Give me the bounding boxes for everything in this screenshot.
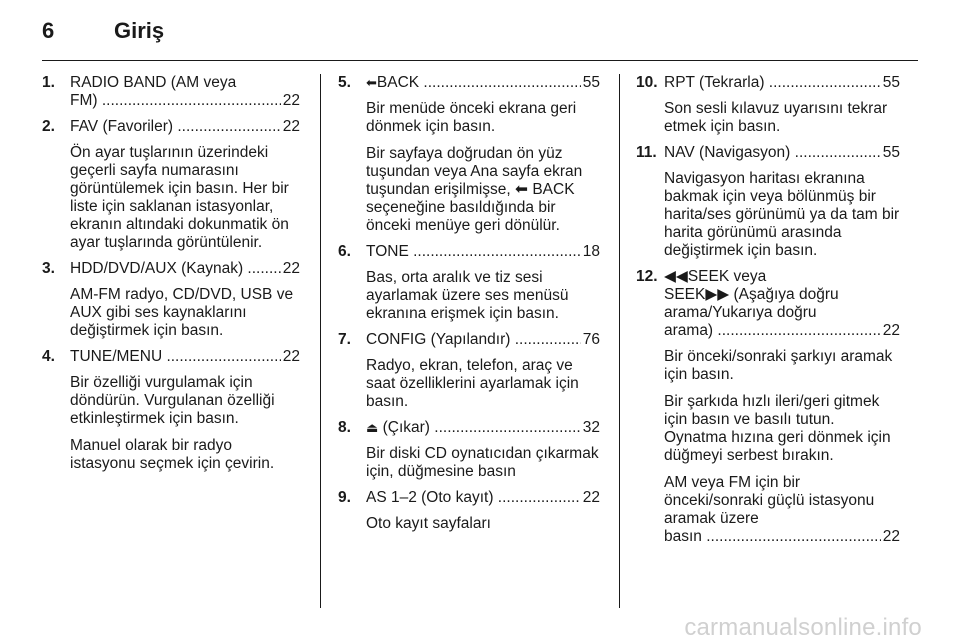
list-item xyxy=(636,144,900,260)
item-description: Bas, orta aralık ve tiz sesi ayarlamak üzere ses menüsü ekranına erişmek için basın. xyxy=(366,269,569,322)
page-title: Giriş xyxy=(114,18,165,43)
item-number: 9. xyxy=(338,489,351,506)
item-description: Bir önceki/sonraki şarkıyı aramak için basın. xyxy=(664,348,893,383)
item-description: Navigasyon haritası ekranına bakmak için veya bölünmüş bir harita/ses görünümü ya da tam bir harita görünümü arasında değiştirmek için basın. xyxy=(664,170,900,259)
item-description: Oto kayıt sayfaları xyxy=(366,515,491,532)
column-divider xyxy=(320,74,321,608)
item-title-line: RADIO BAND (AM veya xyxy=(70,74,237,91)
item-description: Radyo, ekran, telefon, araç ve saat özelliklerini ayarlamak için basın. xyxy=(366,357,579,410)
item-description: Bir sayfaya doğrudan ön yüz tuşundan veya Ana sayfa ekran tuşundan erişilmişse, ⬅ BACK seçeneğine basıldığında bir önceki menüye geri dönülür. xyxy=(366,145,583,234)
item-title-line: arama/Yukarıya doğru xyxy=(664,304,817,321)
item-number: 5. xyxy=(338,74,351,91)
page-number: 6 xyxy=(42,18,55,43)
item-number: 3. xyxy=(42,260,55,277)
entry-label: TONE ..... xyxy=(366,243,581,261)
toc-entry xyxy=(366,419,600,437)
page-header xyxy=(42,14,918,61)
item-number: 12. xyxy=(636,268,658,285)
entry-label: NAV (Navigasyon) ..... xyxy=(664,144,881,162)
list-item xyxy=(42,118,300,252)
toc-entry xyxy=(366,489,600,507)
entry-page: 22 xyxy=(882,322,900,339)
entry-label: CONFIG (Yapılandır) ..... xyxy=(366,331,581,349)
entry-label: AS 1–2 (Oto kayıt) ..... xyxy=(366,489,581,507)
item-number: 6. xyxy=(338,243,351,260)
entry-page: 22 xyxy=(282,348,300,365)
toc-entry xyxy=(70,92,300,110)
toc-entry xyxy=(366,331,600,349)
entry-label: FM) ..... xyxy=(70,92,281,110)
column-3 xyxy=(636,74,900,546)
list-item xyxy=(338,419,600,481)
toc-entry xyxy=(366,243,600,261)
item-number: 4. xyxy=(42,348,55,365)
entry-page: 22 xyxy=(582,489,600,506)
entry-page: 18 xyxy=(582,243,600,260)
toc-entry xyxy=(664,528,900,546)
list-item xyxy=(42,74,300,110)
item-description: AM veya FM için bir önceki/sonraki güçlü istasyonu aramak üzere xyxy=(664,474,875,527)
item-description: Son sesli kılavuz uyarısını tekrar etmek için basın. xyxy=(664,100,888,135)
item-description: Bir şarkıda hızlı ileri/geri gitmek için basın ve basılı tutun. Oynatma hızına geri dönmek için düğmeyi serbest bırakın. xyxy=(664,393,891,464)
watermark-logo: carmanualsonline.info xyxy=(684,614,922,641)
toc-entry xyxy=(664,144,900,162)
column-2 xyxy=(338,74,600,533)
toc-entry xyxy=(70,118,300,136)
list-item xyxy=(42,348,300,473)
list-item xyxy=(338,331,600,411)
entry-page: 76 xyxy=(582,331,600,348)
entry-label: HDD/DVD/AUX (Kaynak) ..... xyxy=(70,260,281,278)
toc-entry xyxy=(664,322,900,340)
entry-page: 55 xyxy=(582,74,600,91)
item-description: AM-FM radyo, CD/DVD, USB ve AUX gibi ses kaynaklarını değiştirmek için basın. xyxy=(70,286,294,339)
list-item xyxy=(338,243,600,323)
item-description: Manuel olarak bir radyo istasyonu seçmek için çevirin. xyxy=(70,437,275,472)
back-arrow-icon: ⬅ xyxy=(366,75,377,90)
entry-label: basın ..... xyxy=(664,528,881,546)
list-item xyxy=(636,74,900,136)
list-item xyxy=(338,74,600,235)
entry-page: 55 xyxy=(882,74,900,91)
entry-page: 55 xyxy=(882,144,900,161)
item-number: 7. xyxy=(338,331,351,348)
item-number: 1. xyxy=(42,74,55,91)
item-description: Bir özelliği vurgulamak için döndürün. Vurgulanan özelliği etkinleştirmek için basın. xyxy=(70,374,275,427)
entry-page: 22 xyxy=(282,92,300,109)
item-number: 10. xyxy=(636,74,658,91)
item-number: 8. xyxy=(338,419,351,436)
list-item xyxy=(636,268,900,546)
item-title-line: SEEK▶▶ (Aşağıya doğru xyxy=(664,286,839,303)
toc-entry xyxy=(70,260,300,278)
toc-entry xyxy=(366,74,600,92)
item-number: 2. xyxy=(42,118,55,135)
entry-page: 32 xyxy=(582,419,600,436)
item-description: Bir diski CD oynatıcıdan çıkarmak için, düğmesine basın xyxy=(366,445,599,480)
entry-page: 22 xyxy=(882,528,900,545)
entry-label: ⬅BACK ..... xyxy=(366,74,581,92)
column-1 xyxy=(42,74,300,473)
item-number: 11. xyxy=(636,144,657,161)
toc-entry xyxy=(664,74,900,92)
entry-label: arama) ..... xyxy=(664,322,881,340)
list-item xyxy=(338,489,600,533)
entry-label: RPT (Tekrarla) ..... xyxy=(664,74,881,92)
entry-label: FAV (Favoriler) ..... xyxy=(70,118,281,136)
item-description: Bir menüde önceki ekrana geri dönmek için basın. xyxy=(366,100,577,135)
list-item xyxy=(42,260,300,340)
entry-label: TUNE/MENU ..... xyxy=(70,348,281,366)
entry-label: ⏏ (Çıkar) ..... xyxy=(366,419,581,437)
toc-entry xyxy=(70,348,300,366)
item-title-line: ◀◀SEEK veya xyxy=(664,268,767,285)
column-divider xyxy=(619,74,620,608)
entry-page: 22 xyxy=(282,118,300,135)
entry-page: 22 xyxy=(282,260,300,277)
eject-icon: ⏏ xyxy=(366,420,379,435)
item-description: Ön ayar tuşlarının üzerindeki geçerli sayfa numarasını görüntülemek için basın. Her bir liste için saklanan istasyonlar, ekranın altındaki dokunmatik ön ayar tuşlarında görüntülenir. xyxy=(70,144,289,251)
